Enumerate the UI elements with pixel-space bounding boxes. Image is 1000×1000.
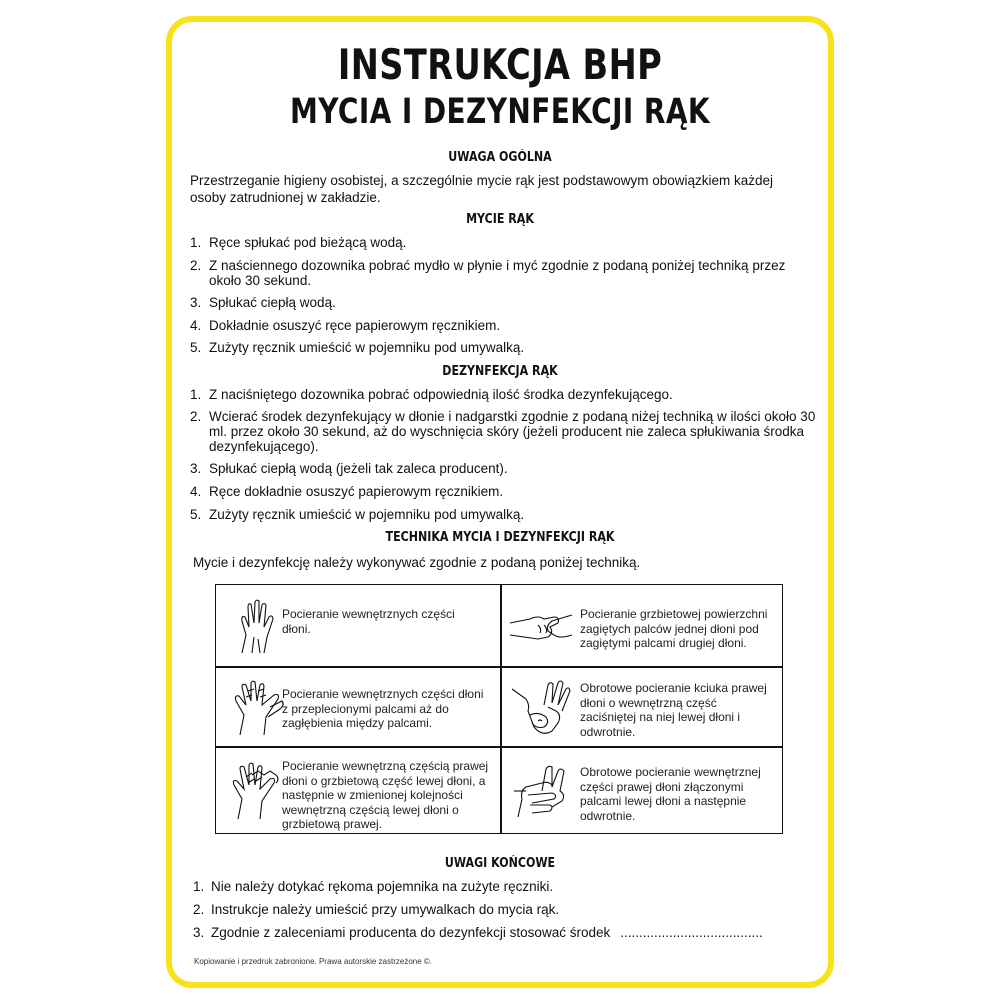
technique-text: Pocieranie wewnętrznych części dłoni z przeplecionymi palcami aż do zagłębienia między palcami.: [282, 687, 484, 730]
list-item: 3. Zgodnie z zaleceniami producenta do dezynfekcji stosować środek ......................................: [193, 925, 763, 940]
sign-title: INSTRUKCJA BHP: [337, 40, 663, 89]
list-item: 1. Nie należy dotykać rękoma pojemnika na zużyte ręczniki.: [193, 879, 554, 894]
sign-subtitle: MYCIA I DEZYNFEKCJI RĄK: [289, 92, 711, 132]
technique-text: Pocieranie wewnętrzną częścią prawej dłoni o grzbietową część lewej dłoni, a następnie w zmienionej kolejności wewnętrzną częścią lewej dłoni o grzbietową prawej.: [282, 759, 489, 831]
technique-cell: [502, 747, 784, 835]
washing-list-cont: [190, 258, 818, 288]
technique-cell: [216, 667, 500, 746]
general-text: Przestrzeganie higieny osobistej, a szczególnie mycie rąk jest podstawowym obowiązkiem każdej osoby zatrudnionej w zakładzie.: [190, 173, 774, 205]
list-item: 2. Z naściennego dozownika pobrać mydło w płynie i myć zgodnie z podaną poniżej techniką przez około 30 sekund.: [190, 258, 786, 288]
technique-text: Obrotowe pocieranie wewnętrznej części prawej dłoni złączonymi palcami lewej dłoni a następnie odwrotnie.: [580, 765, 761, 823]
list-item: 3. Spłukać ciepłą wodą (jeżeli tak zaleca producent).: [190, 461, 508, 476]
technique-intro: Mycie i dezynfekcję należy wykonywać zgodnie z podaną poniżej techniką.: [193, 555, 641, 570]
interlaced-fingers-icon: [230, 677, 286, 737]
list-item: 2. Wcierać środek dezynfekujący w dłonie i nadgarstki zgodnie z podaną niżej techniką w ilości około 30 ml. przez około 30 sekund, aż do wyschnięcia skóry (jeżeli producent nie zaleca spłukiwania środka dezynfekującego).: [190, 409, 816, 454]
fingertips-rotation-icon: [512, 761, 574, 821]
final-heading: UWAGI KOŃCOWE: [444, 856, 556, 871]
technique-text: Pocieranie grzbietowej powierzchni zagiętych palców jednej dłoni pod zagiętymi palcami drugiej dłoni.: [580, 607, 768, 650]
fingers-back-icon: [508, 605, 574, 645]
technique-cell: [216, 747, 500, 835]
technique-cell: [216, 585, 500, 666]
disinfection-heading: DEZYNFEKCJA RĄK: [442, 364, 558, 379]
washing-heading: MYCIE RĄK: [466, 212, 534, 227]
disinfection-list-cont2: [190, 461, 818, 476]
disinfection-list-cont4: [190, 507, 818, 522]
list-item: 1. Ręce spłukać pod bieżącą wodą.: [190, 235, 407, 250]
list-item: 1. Z naciśniętego dozownika pobrać odpowiednią ilość środka dezynfekującego.: [190, 387, 673, 402]
technique-text: Obrotowe pocieranie kciuka prawej dłoni o wewnętrzną część zaciśniętej na niej lewej dłoni i odwrotnie.: [580, 681, 767, 739]
technique-cell: [502, 667, 784, 746]
list-item: 2. Instrukcje należy umieścić przy umywalkach do mycia rąk.: [193, 902, 560, 917]
blank-line: ......................................: [620, 925, 763, 940]
technique-cell: [502, 585, 784, 666]
thumb-rotation-icon: [508, 675, 572, 739]
list-item: 4. Ręce dokładnie osuszyć papierowym ręcznikiem.: [190, 484, 504, 499]
technique-table: [215, 584, 783, 834]
list-item: 4. Dokładnie osuszyć ręce papierowym ręcznikiem.: [190, 318, 501, 333]
general-heading: UWAGA OGÓLNA: [448, 150, 552, 165]
list-item: 3. Spłukać ciepłą wodą.: [190, 295, 336, 310]
list-item: 5. Zużyty ręcznik umieścić w pojemniku pod umywalką.: [190, 340, 525, 355]
washing-list-cont2: [190, 295, 818, 310]
palm-over-back-icon: [230, 755, 286, 821]
disinfection-list-cont: [190, 409, 818, 454]
final-list-cont: [193, 902, 813, 917]
washing-list-cont3: [190, 318, 818, 333]
technique-heading: TECHNIKA MYCIA I DEZYNFEKCJI RĄK: [385, 530, 615, 545]
washing-list-cont4: [190, 340, 818, 355]
palms-rubbing-icon: [234, 597, 282, 655]
final-list: [193, 879, 813, 894]
disinfection-list: [190, 387, 818, 402]
copyright-footer: Kopiowanie i przedruk zabronione. Prawa autorskie zastrzeżone ©.: [194, 957, 433, 966]
technique-text: Pocieranie wewnętrznych części dłoni.: [282, 607, 455, 636]
disinfection-list-cont3: [190, 484, 818, 499]
list-item: 5. Zużyty ręcznik umieścić w pojemniku pod umywalką.: [190, 507, 525, 522]
final-list-cont2: [193, 925, 813, 940]
